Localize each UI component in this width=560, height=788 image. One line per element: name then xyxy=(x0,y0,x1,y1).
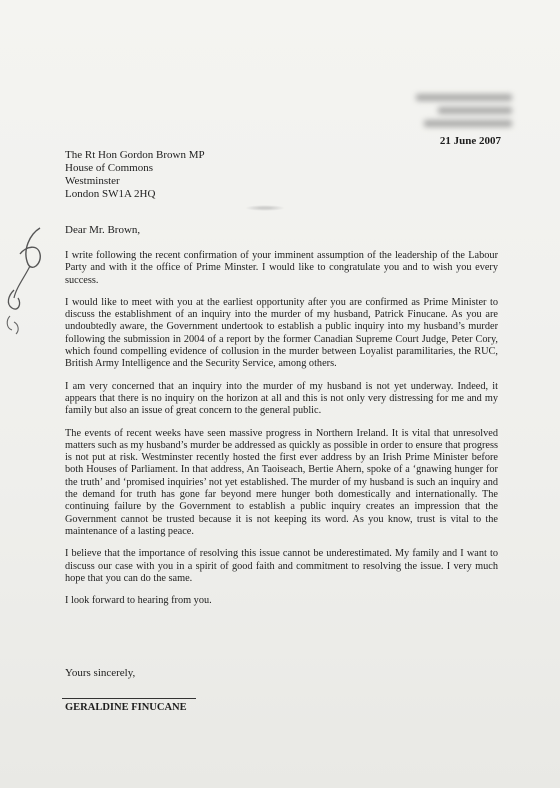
scan-smudge xyxy=(245,205,285,211)
closing: Yours sincerely, xyxy=(65,667,136,679)
body-paragraph: I am very concerned that an inquiry into the murder of my husband is not yet underway. Indeed, it appears that there is no inquiry on the horizon at all and this is not only very distressing for me and my family but also an issue of great concern to the general public. xyxy=(65,380,498,417)
signature-line xyxy=(62,698,196,699)
body-paragraph: I believe that the importance of resolving this issue cannot be underestimated. My family and I want to discuss our case with you in a spirit of good faith and commitment to resolving the issue. I very much hope that you can do the same. xyxy=(65,548,498,584)
handwritten-annotation xyxy=(0,220,60,340)
salutation: Dear Mr. Brown, xyxy=(65,224,141,236)
sender-address-redacted xyxy=(412,88,512,127)
letter-body xyxy=(65,250,498,617)
body-paragraph: I write following the recent confirmation of your imminent assumption of the leadership of the Labour Party and with it the office of Prime Minster. I would like to congratulate you and to wish you every success. xyxy=(65,250,498,286)
recipient-address xyxy=(65,149,205,201)
recipient-line: The Rt Hon Gordon Brown MP xyxy=(65,149,205,161)
recipient-line: House of Commons xyxy=(65,162,153,174)
body-paragraph: I would like to meet with you at the earliest opportunity after you are confirmed as Prime Minister to discuss the establishment of an inquiry into the murder of my husband, Patrick Finucane. As you are undoubtedly aware, the Government undertook to establish a public inquiry into my husband’s murder following the submission in 2004 of a report by the former Canadian Supreme Court Judge, Peter Cory, which found compelling evidence of collusion in the murder between Loyalist paramilitaries, the RUC, British Army Intelligence and the Security Service, among others. xyxy=(65,296,498,370)
recipient-line: London SW1A 2HQ xyxy=(65,188,156,200)
signatory-name: GERALDINE FINUCANE xyxy=(65,702,187,713)
recipient-line: Westminster xyxy=(65,175,120,187)
letter-date: 21 June 2007 xyxy=(439,135,501,147)
body-paragraph: I look forward to hearing from you. xyxy=(65,595,212,607)
body-paragraph: The events of recent weeks have seen massive progress in Northern Ireland. It is vital that unresolved matters such as my husband’s murder be addressed as quickly as possible in order to ensure that progress is not put at risk. Westminster recently hosted the first ever address by an Irish Prime Minister before both Houses of Parliament. In that address, An Taoiseach, Bertie Ahern, spoke of a ‘gnawing hunger for the truth’ and ‘promised inquiries’ not yet established. The murder of my husband is such an inquiry and the demand for truth has gone far beyond mere hunger both domestically and internationally. The continuing failure by the Government to establish a public inquiry creates an impression that the Government cannot be trusted because it is not keeping its word. As you know, trust is vital to the maintenance of a lasting peace. xyxy=(65,427,498,537)
